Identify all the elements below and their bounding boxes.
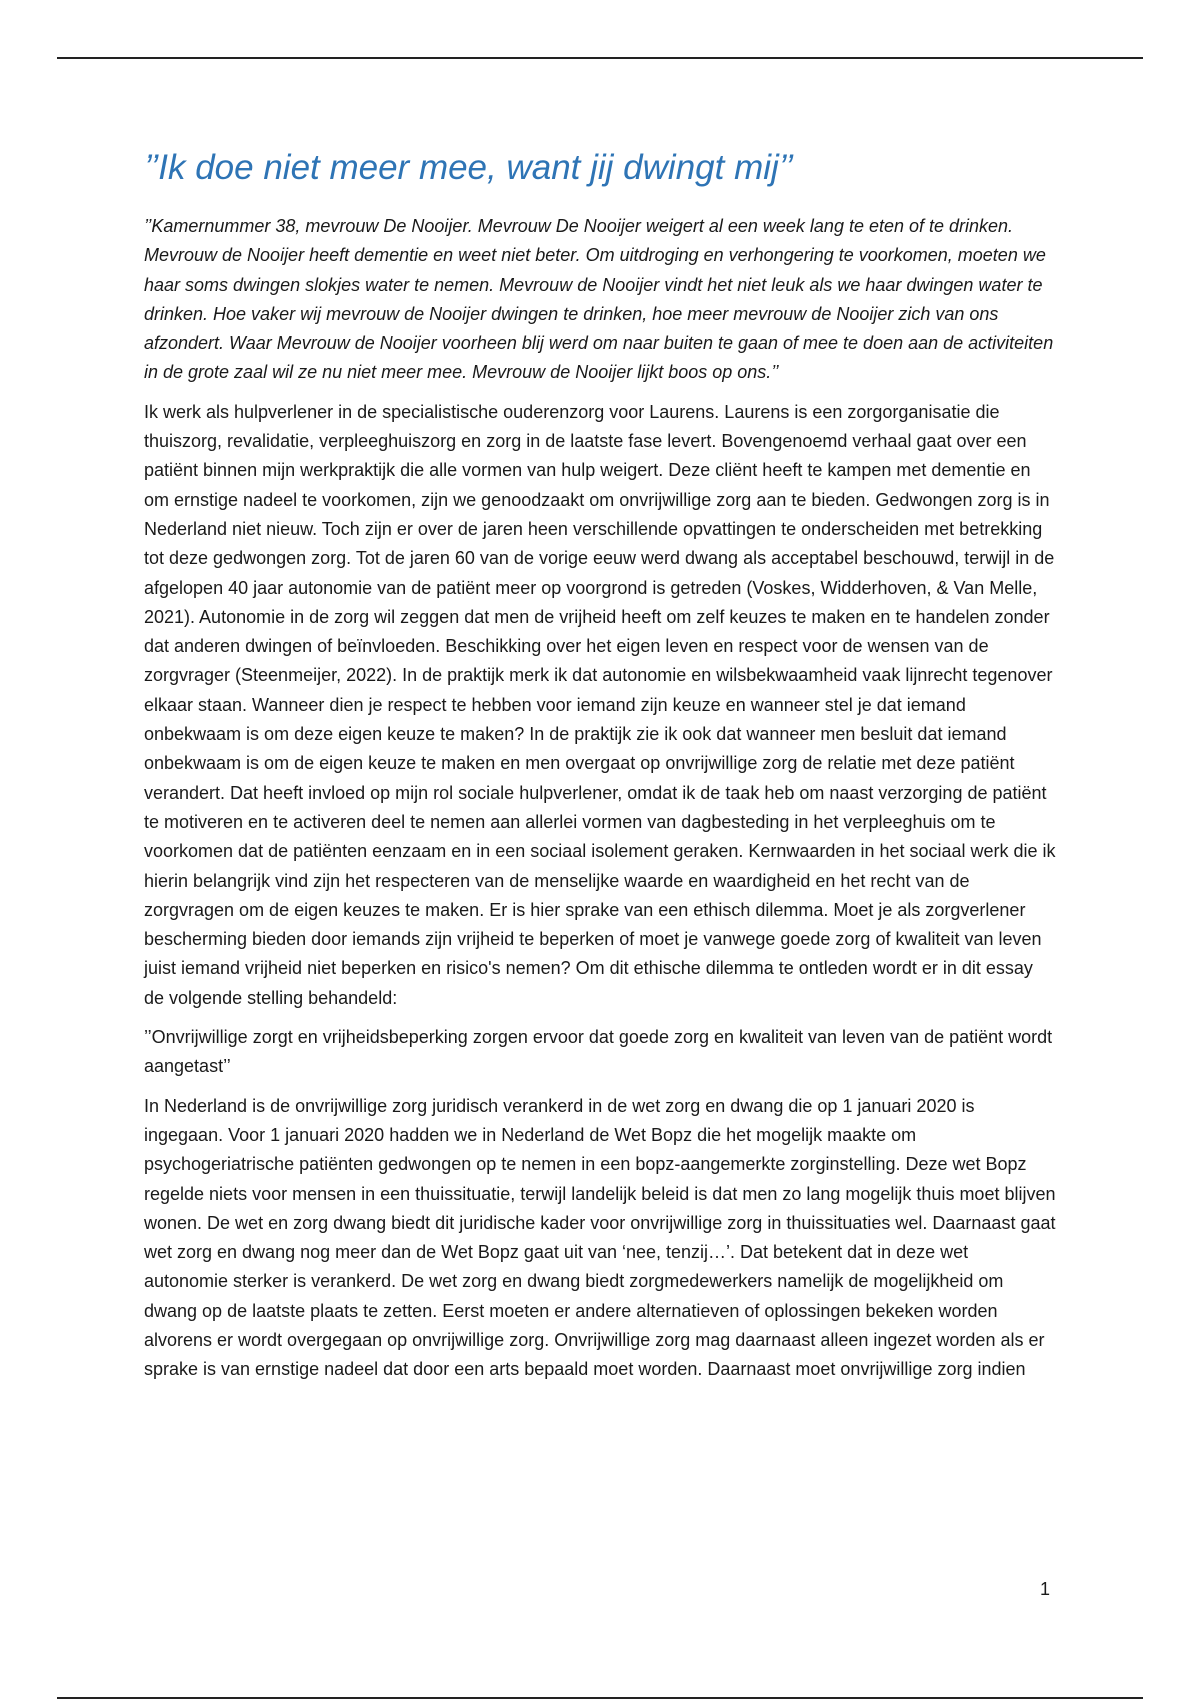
thesis-statement: ’’Onvrijwillige zorgt en vrijheidsbeperking zorgen ervoor dat goede zorg en kwaliteit van leven van de patiënt wordt aangetast’’ (144, 1027, 1053, 1077)
page-number: 1 (1040, 1579, 1051, 1599)
document-title: ’’Ik doe niet meer mee, want jij dwingt mij’’ (144, 148, 794, 187)
legal-context-paragraph: In Nederland is de onvrijwillige zorg juridisch verankerd in de wet zorg en dwang die op 1 januari 2020 is ingegaan. Voor 1 januari 2020 hadden we in Nederland de Wet Bopz die het mogelijk maakte om psychogeriatrische patiënten gedwongen op te nemen in een bopz-aangemerkte zorginstelling. Deze wet Bopz regelde niets voor mensen in een thuissituatie, terwijl landelijk beleid is dat men zo lang mogelijk thuis moet blijven wonen. De wet en zorg dwang biedt dit juridische kader voor onvrijwillige zorg in thuissituaties wel. Daarnaast gaat wet zorg en dwang nog meer dan de Wet Bopz gaat uit van ‘nee, tenzij…’. Dat betekent dat in deze wet autonomie sterker is verankerd. De wet zorg en dwang biedt zorgmedewerkers namelijk de mogelijkheid om dwang op de laatste plaats te zetten. Eerst moeten er andere alternatieven of oplossingen bekeken worden alvorens er wordt overgegaan op onvrijwillige zorg. Onvrijwillige zorg mag daarnaast alleen ingezet worden als er sprake is van ernstige nadeel dat door een arts bepaald moet worden. Daarnaast moet onvrijwillige zorg indien (144, 1095, 1056, 1380)
opening-quote-paragraph: ’’Kamernummer 38, mevrouw De Nooijer. Mevrouw De Nooijer weigert al een week lang te eten of te drinken. Mevrouw de Nooijer heeft dementie en weet niet beter. Om uitdroging en verhongering te voorkomen, moeten we haar soms dwingen slokjes water te nemen. Mevrouw de Nooijer vindt het niet leuk als we haar dwingen water te drinken. Hoe vaker wij mevrouw de Nooijer dwingen te drinken, hoe meer mevrouw de Nooijer zich van ons afzondert. Waar Mevrouw de Nooijer voorheen blij werd om naar buiten te gaan of mee te doen aan de activiteiten in de grote zaal wil ze nu niet meer mee. Mevrouw de Nooijer lijkt boos op ons.’’ (144, 216, 1054, 383)
document-body (144, 140, 1056, 1395)
introduction-paragraph: Ik werk als hulpverlener in de specialistische ouderenzorg voor Laurens. Laurens is een zorgorganisatie die thuiszorg, revalidatie, verpleeghuiszorg en zorg in de laatste fase levert. Bovengenoemd verhaal gaat over een patiënt binnen mijn werkpraktijk die alle vormen van hulp weigert. Deze cliënt heeft te kampen met dementie en om ernstige nadeel te voorkomen, zijn we genoodzaakt om onvrijwillige zorg aan te bieden. Gedwongen zorg is in Nederland niet nieuw. Toch zijn er over de jaren heen verschillende opvattingen te onderscheiden met betrekking tot deze gedwongen zorg. Tot de jaren 60 van de vorige eeuw werd dwang als acceptabel beschouwd, terwijl in de afgelopen 40 jaar autonomie van de patiënt meer op voorgrond is getreden (Voskes, Widderhoven, & Van Melle, 2021). Autonomie in de zorg wil zeggen dat men de vrijheid heeft om zelf keuzes te maken en te handelen zonder dat anderen dwingen of beïnvloeden. Beschikking over het eigen leven en respect voor de wensen van de zorgvrager (Steenmeijer, 2022). In de praktijk merk ik dat autonomie en wilsbekwaamheid vaak lijnrecht tegenover elkaar staan. Wanneer dien je respect te hebben voor iemand zijn keuze en wanneer stel je dat iemand onbekwaam is om deze eigen keuze te maken? In de praktijk zie ik ook dat wanneer men besluit dat iemand onbekwaam is om de eigen keuze te maken en men overgaat op onvrijwillige zorg de relatie met deze patiënt verandert. Dat heeft invloed op mijn rol sociale hulpverlener, omdat ik de taak heb om naast verzorging de patiënt te motiveren en te activeren deel te nemen aan allerlei vormen van dagbesteding in het verpleeghuis om te voorkomen dat de patiënten eenzaam en in een sociaal isolement geraken. Kernwaarden in het sociaal werk die ik hierin belangrijk vind zijn het respecteren van de menselijke waarde en waardigheid en het recht van de zorgvragen om de eigen keuzes te maken. Er is hier sprake van een ethisch dilemma. Moet je als zorgverlener bescherming bieden door iemands zijn vrijheid te beperken of moet je vanwege goede zorg of kwaliteit van leven juist iemand vrijheid niet beperken en risico's nemen? Om dit ethische dilemma te ontleden wordt er in dit essay de volgende stelling behandeld: (144, 401, 1056, 1008)
footer-rule (57, 1697, 1143, 1699)
header-rule (57, 57, 1143, 59)
